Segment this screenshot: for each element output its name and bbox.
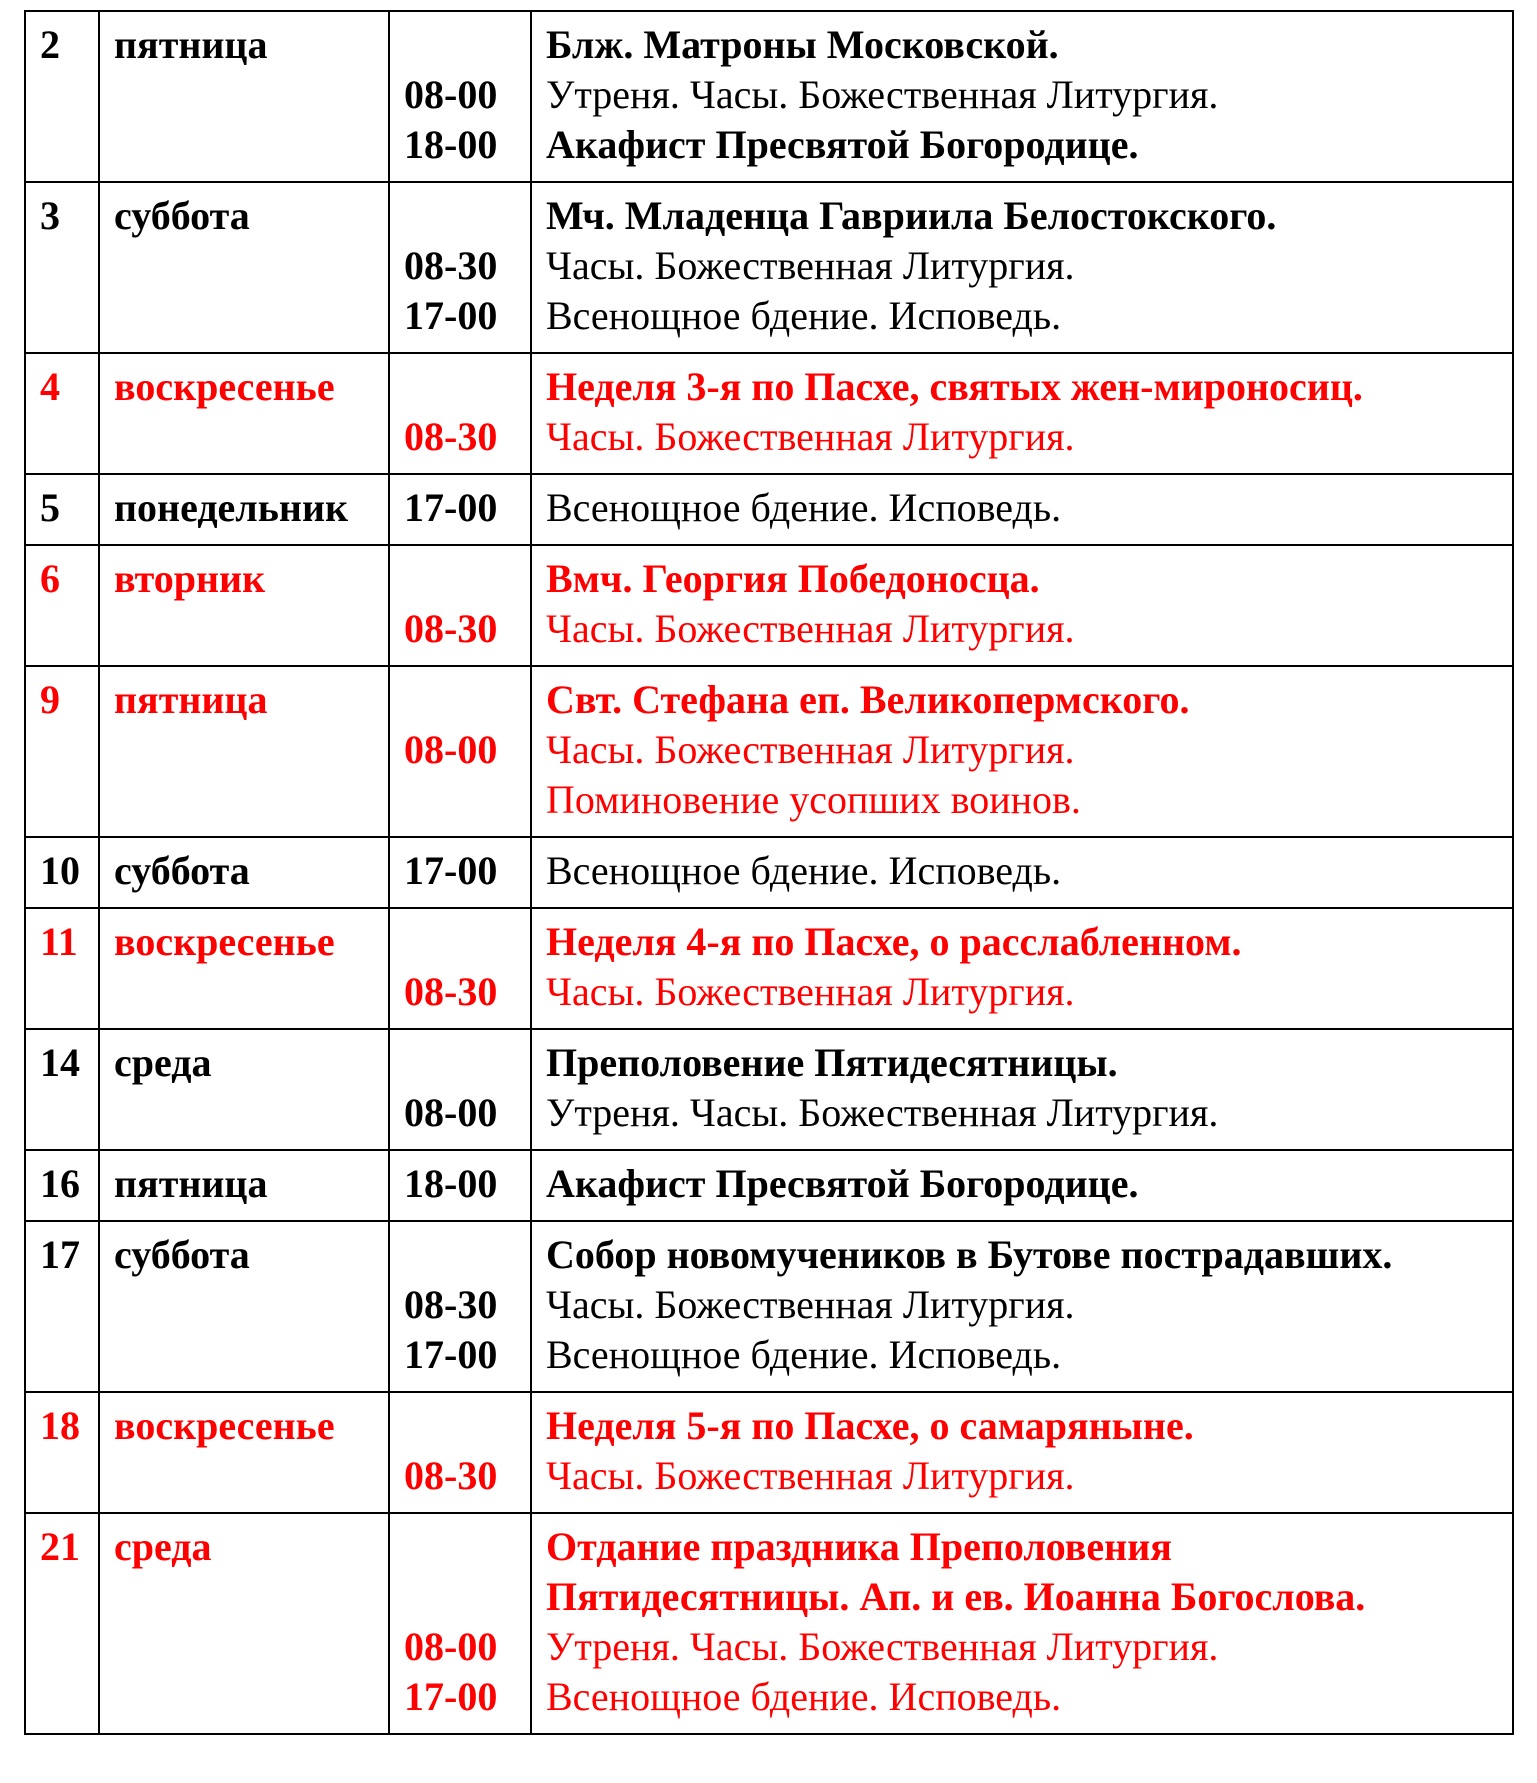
day-number: 4 <box>25 353 99 474</box>
weekday: суббота <box>99 837 389 908</box>
service-time <box>404 1230 516 1280</box>
weekday: пятница <box>99 666 389 837</box>
service-time: 17-00 <box>404 293 498 338</box>
service-time: 08-30 <box>404 243 498 288</box>
feast-title: Свт. Стефана еп. Великопермского. <box>546 677 1190 722</box>
feast-title: Преполовение Пятидесятницы. <box>546 1040 1118 1085</box>
schedule-row <box>25 1150 1513 1221</box>
schedule-row <box>25 545 1513 666</box>
weekday: воскресенье <box>99 353 389 474</box>
service-text: Всенощное бдение. Исповедь. <box>546 1674 1062 1719</box>
service-description <box>531 1150 1513 1221</box>
service-description <box>531 1029 1513 1150</box>
service-description <box>531 837 1513 908</box>
weekday: среда <box>99 1029 389 1150</box>
day-number: 2 <box>25 11 99 182</box>
service-time <box>404 1038 516 1088</box>
schedule-row <box>25 666 1513 837</box>
feast-title: Акафист Пресвятой Богородице. <box>546 122 1139 167</box>
service-text: Всенощное бдение. Исповедь. <box>546 1332 1062 1377</box>
weekday: пятница <box>99 1150 389 1221</box>
service-times <box>389 837 531 908</box>
feast-title: Акафист Пресвятой Богородице. <box>546 1161 1139 1206</box>
schedule-row <box>25 474 1513 545</box>
service-time: 18-00 <box>404 1161 498 1206</box>
schedule-table <box>24 10 1514 1735</box>
service-time: 17-00 <box>404 848 498 893</box>
schedule-row <box>25 908 1513 1029</box>
service-times <box>389 545 531 666</box>
day-number: 18 <box>25 1392 99 1513</box>
service-text: Поминовение усопших воинов. <box>546 777 1081 822</box>
schedule-row <box>25 1221 1513 1392</box>
feast-title: Собор новомучеников в Бутове пострадавших. <box>546 1232 1393 1277</box>
service-time: 17-00 <box>404 1674 498 1719</box>
service-text: Часы. Божественная Литургия. <box>546 727 1075 772</box>
schedule-row <box>25 1513 1513 1734</box>
service-times <box>389 1392 531 1513</box>
service-time: 08-30 <box>404 606 498 651</box>
service-times <box>389 1029 531 1150</box>
service-time: 18-00 <box>404 122 498 167</box>
feast-title: Мч. Младенца Гавриила Белостокского. <box>546 193 1277 238</box>
service-time: 17-00 <box>404 1332 498 1377</box>
day-number: 14 <box>25 1029 99 1150</box>
service-time <box>404 1572 516 1622</box>
service-times <box>389 1513 531 1734</box>
schedule-row <box>25 11 1513 182</box>
day-number: 16 <box>25 1150 99 1221</box>
service-description <box>531 182 1513 353</box>
service-time: 08-30 <box>404 1282 498 1327</box>
schedule-row <box>25 837 1513 908</box>
weekday: суббота <box>99 1221 389 1392</box>
feast-title: Неделя 4-я по Пасхе, о расслабленном. <box>546 919 1242 964</box>
service-description <box>531 11 1513 182</box>
service-text: Часы. Божественная Литургия. <box>546 1453 1075 1498</box>
weekday: воскресенье <box>99 1392 389 1513</box>
service-times <box>389 353 531 474</box>
service-description <box>531 1513 1513 1734</box>
day-number: 6 <box>25 545 99 666</box>
service-time: 08-00 <box>404 1090 498 1135</box>
schedule-row <box>25 1029 1513 1150</box>
service-time <box>404 775 516 825</box>
service-time <box>404 191 516 241</box>
feast-title: Неделя 5-я по Пасхе, о самаряныне. <box>546 1403 1194 1448</box>
service-time: 08-30 <box>404 414 498 459</box>
service-time: 08-00 <box>404 72 498 117</box>
day-number: 11 <box>25 908 99 1029</box>
schedule-body <box>25 11 1513 1734</box>
service-description <box>531 666 1513 837</box>
service-time <box>404 917 516 967</box>
service-times <box>389 908 531 1029</box>
feast-title: Неделя 3-я по Пасхе, святых жен-мироносиц. <box>546 364 1363 409</box>
schedule-row <box>25 353 1513 474</box>
service-time <box>404 1401 516 1451</box>
service-time: 08-30 <box>404 1453 498 1498</box>
weekday: пятница <box>99 11 389 182</box>
service-times <box>389 666 531 837</box>
weekday: вторник <box>99 545 389 666</box>
service-text: Всенощное бдение. Исповедь. <box>546 485 1062 530</box>
schedule-row <box>25 1392 1513 1513</box>
service-description <box>531 908 1513 1029</box>
feast-title: Пятидесятницы. Ап. и ев. Иоанна Богослова. <box>546 1574 1366 1619</box>
service-description <box>531 1221 1513 1392</box>
service-description <box>531 545 1513 666</box>
service-time <box>404 20 516 70</box>
day-number: 21 <box>25 1513 99 1734</box>
feast-title: Блж. Матроны Московской. <box>546 22 1059 67</box>
service-text: Часы. Божественная Литургия. <box>546 1282 1075 1327</box>
service-description <box>531 353 1513 474</box>
service-time: 08-00 <box>404 1624 498 1669</box>
service-time: 08-30 <box>404 969 498 1014</box>
service-text: Утреня. Часы. Божественная Литургия. <box>546 1624 1219 1669</box>
service-times <box>389 11 531 182</box>
day-number: 10 <box>25 837 99 908</box>
weekday: воскресенье <box>99 908 389 1029</box>
service-time: 08-00 <box>404 727 498 772</box>
service-times <box>389 474 531 545</box>
service-times <box>389 1150 531 1221</box>
day-number: 5 <box>25 474 99 545</box>
schedule-sheet <box>24 10 1512 1735</box>
service-text: Утреня. Часы. Божественная Литургия. <box>546 72 1219 117</box>
service-description <box>531 1392 1513 1513</box>
service-text: Всенощное бдение. Исповедь. <box>546 848 1062 893</box>
service-time <box>404 362 516 412</box>
service-time <box>404 1522 516 1572</box>
service-time <box>404 675 516 725</box>
weekday: понедельник <box>99 474 389 545</box>
service-times <box>389 1221 531 1392</box>
service-text: Утреня. Часы. Божественная Литургия. <box>546 1090 1219 1135</box>
feast-title: Вмч. Георгия Победоносца. <box>546 556 1040 601</box>
weekday: среда <box>99 1513 389 1734</box>
day-number: 9 <box>25 666 99 837</box>
service-description <box>531 474 1513 545</box>
service-times <box>389 182 531 353</box>
service-text: Всенощное бдение. Исповедь. <box>546 293 1062 338</box>
feast-title: Отдание праздника Преполовения <box>546 1524 1172 1569</box>
service-text: Часы. Божественная Литургия. <box>546 243 1075 288</box>
service-text: Часы. Божественная Литургия. <box>546 606 1075 651</box>
weekday: суббота <box>99 182 389 353</box>
service-time: 17-00 <box>404 485 498 530</box>
service-text: Часы. Божественная Литургия. <box>546 414 1075 459</box>
schedule-row <box>25 182 1513 353</box>
service-text: Часы. Божественная Литургия. <box>546 969 1075 1014</box>
day-number: 3 <box>25 182 99 353</box>
day-number: 17 <box>25 1221 99 1392</box>
service-time <box>404 554 516 604</box>
